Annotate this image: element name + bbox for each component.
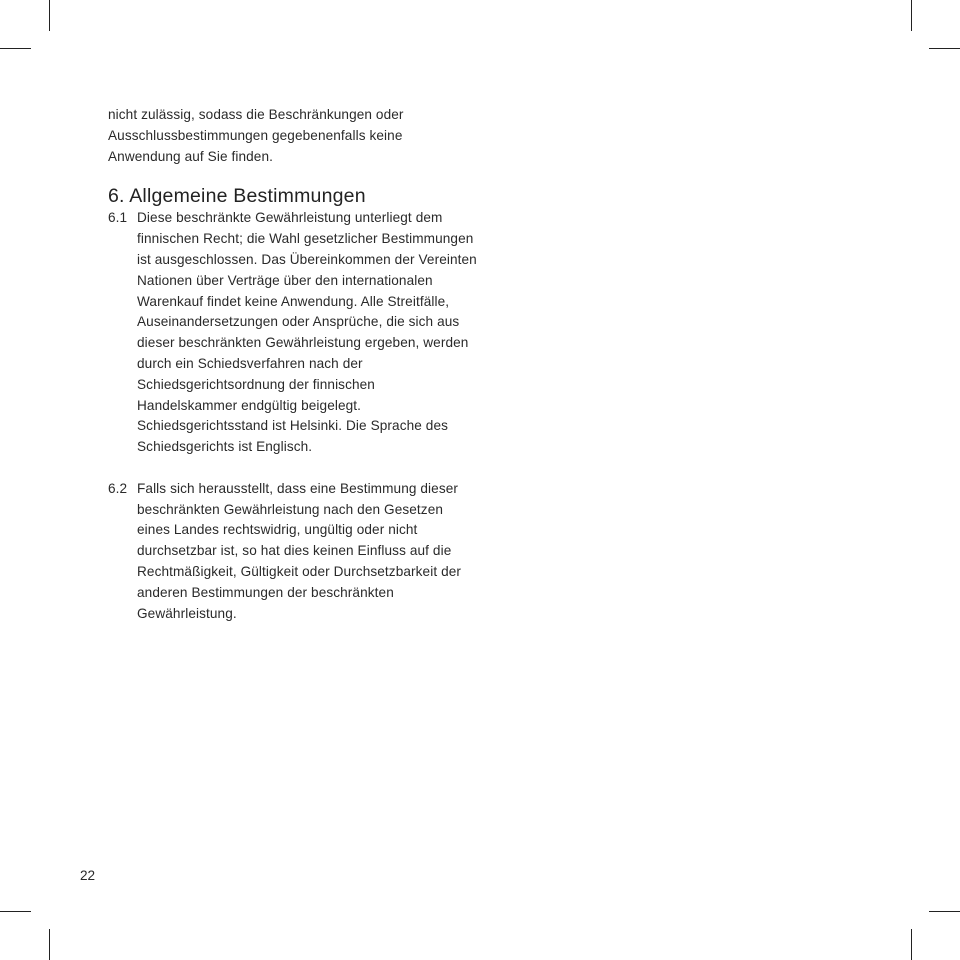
clause-list (108, 208, 478, 624)
clause-number: 6.2 (108, 480, 128, 496)
clause-number: 6.1 (108, 210, 128, 226)
crop-mark-top-left-vertical (49, 0, 50, 31)
crop-mark-bottom-right-horizontal (929, 911, 960, 912)
crop-mark-bottom-left-horizontal (0, 911, 31, 912)
crop-mark-bottom-left-vertical (49, 929, 50, 960)
intro-paragraph: nicht zulässig, sodass die Beschränkungen oder Ausschlussbestimmungen gegebenenfalls keine Anwendung auf Sie finden. (108, 107, 404, 164)
clause-text: Falls sich herausstellt, dass eine Bestimmung dieser beschränkten Gewährleistung nach den Gesetzen eines Landes rechtswidrig, ungültig oder nicht durchsetzbar ist, so hat dies keinen Einfluss auf die Rechtmäßigkeit, Gültigkeit oder Durchsetzbarkeit der anderen Bestimmungen der beschränkten Gewährleistung. (137, 480, 462, 621)
page-number: 22 (80, 868, 96, 883)
clause-6-2 (108, 479, 478, 625)
crop-mark-top-right-vertical (911, 0, 912, 31)
page-content (108, 105, 478, 624)
section-heading: 6. Allgemeine Bestimmungen (108, 185, 366, 208)
crop-mark-top-left-horizontal (0, 48, 31, 49)
clause-6-1 (108, 208, 478, 458)
crop-mark-top-right-horizontal (929, 48, 960, 49)
clause-text: Diese beschränkte Gewährleistung unterliegt dem finnischen Recht; die Wahl gesetzlicher Bestimmungen ist ausgeschlossen. Das Übereinkommen der Vereinten Nationen über Verträge über den internationalen Warenkauf findet keine Anwendung. Alle Streitfälle, Auseinandersetzungen oder Ansprüche, die sich aus dieser beschränkten Gewährleistung ergeben, werden durch ein Schiedsverfahren nach der Schiedsgerichtsordnung der finnischen Handelskammer endgültig beigelegt. Schiedsgerichtsstand ist Helsinki. Die Sprache des Schiedsgerichts ist Englisch. (137, 210, 477, 455)
crop-mark-bottom-right-vertical (911, 929, 912, 960)
